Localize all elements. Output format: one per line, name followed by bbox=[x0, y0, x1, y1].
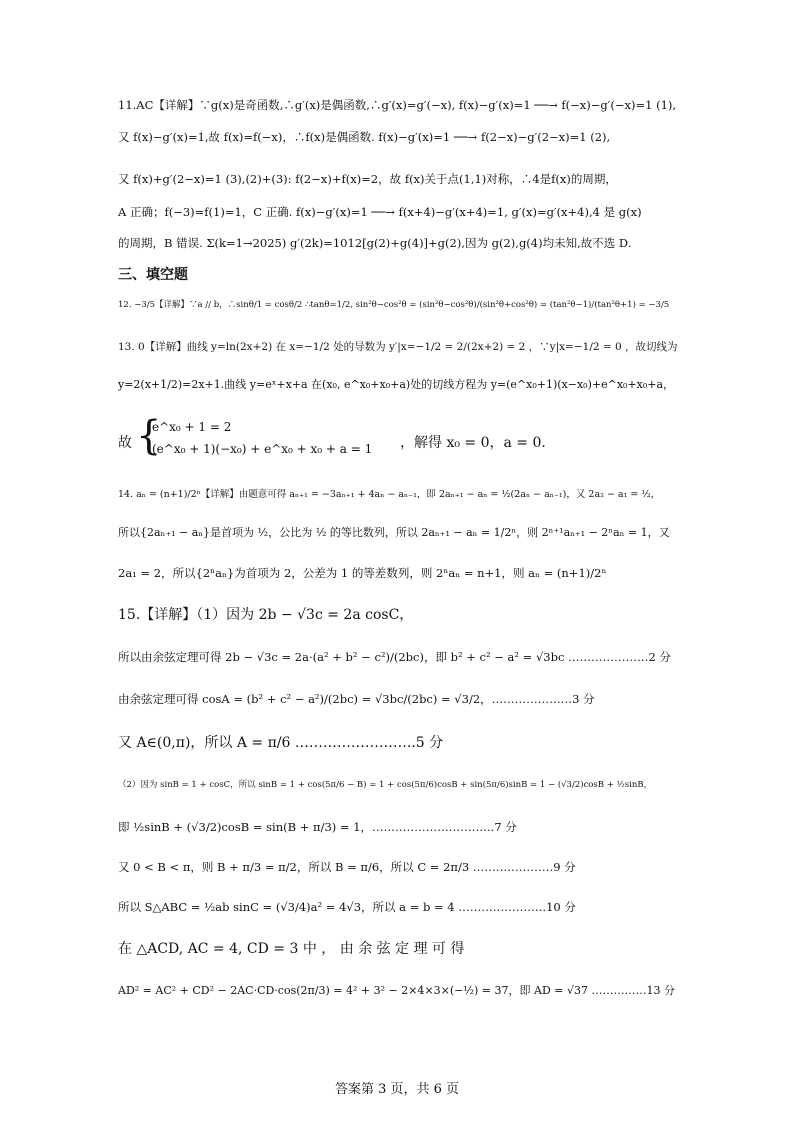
q13-system-label: 故 bbox=[118, 435, 132, 451]
q15-line-6: 即 ½sinB + (√3/2)cosB = sin(B + π/3) = 1，…………………………..7 分 bbox=[118, 820, 517, 834]
q11-line-4: A 正确；f(−3)=f(1)=1，C 正确. f(x)−g′(x)=1 ──→ f(x+4)−g′(x+4)=1, g′(x)=g′(x+4),4 是 g(x) bbox=[118, 205, 642, 219]
q14-line-3: 2a₁ = 2，所以{2ⁿaₙ}为首项为 2，公差为 1 的等差数列，则 2ⁿaₙ = n+1，则 aₙ = (n+1)/2ⁿ bbox=[118, 566, 607, 580]
page-footer: 答案第 3 页，共 6 页 bbox=[334, 1082, 460, 1097]
q13-line-2: y=2(x+1/2)=2x+1.曲线 y=eˣ+x+a 在(x₀, e^x₀+x₀+a)处的切线方程为 y=(e^x₀+1)(x−x₀)+e^x₀+x₀+a， bbox=[118, 378, 675, 391]
q15-line-1: 15.【详解】（1）因为 2b − √3c = 2a cosC， bbox=[118, 607, 414, 623]
q11-line-5: 的周期，B 错误. Σ(k=1→2025) g′(2k)=1012[g(2)+g(4)]+g(2),因为 g(2),g(4)均未知,故不选 D. bbox=[118, 236, 632, 250]
q14-line-2: 所以{2aₙ₊₁ − aₙ}是首项为 ½，公比为 ½ 的等比数列，所以 2aₙ₊₁ − aₙ = 1/2ⁿ，则 2ⁿ⁺¹aₙ₊₁ − 2ⁿaₙ = 1，又 bbox=[118, 526, 670, 539]
q13-system-eq1: e^x₀ + 1 = 2 bbox=[152, 420, 232, 434]
q15-line-2: 所以由余弦定理可得 2b − √3c = 2a·(a² + b² − c²)/(2bc)，即 b² + c² − a² = √3bc …………………2 分 bbox=[118, 650, 672, 664]
q15-line-7: 又 0 < B < π，则 B + π/3 = π/2，所以 B = π/6，所以 C = 2π/3 …………………9 分 bbox=[118, 860, 576, 874]
q15-line-8: 所以 S△ABC = ½ab sinC = (√3/4)a² = 4√3，所以 a = b = 4 …………………..10 分 bbox=[118, 900, 576, 914]
q14-line-1: 14. aₙ = (n+1)/2ⁿ【详解】由题意可得 aₙ₊₁ = −3aₙ₊₁ + 4aₙ − aₙ₋₁，即 2aₙ₊₁ − aₙ = ½(2aₙ − aₙ₋₁)，又 2a₂ − a₁ = ½， bbox=[118, 489, 661, 500]
q15-line-10: AD² = AC² + CD² − 2AC·CD·cos(2π/3) = 4² + 3² − 2×4×3×(−½) = 37，即 AD = √37 ……………13 分 bbox=[118, 984, 675, 997]
q15-line-3: 由余弦定理可得 cosA = (b² + c² − a²)/(2bc) = √3bc/(2bc) = √3/2，…………………3 分 bbox=[118, 692, 595, 706]
q11-line-3: 又 f(x)+g′(2−x)=1 (3),(2)+(3): f(2−x)+f(x)=2，故 f(x)关于点(1,1)对称，∴4是f(x)的周期， bbox=[118, 172, 617, 186]
q13-line-1: 13. 0【详解】曲线 y=ln(2x+2) 在 x=−1/2 处的导数为 y′|x=−1/2 = 2/(2x+2) = 2 ，∵y|x=−1/2 = 0 ，故切线为 bbox=[118, 341, 678, 353]
q13-equation-system bbox=[118, 413, 678, 462]
q12-answer: 12. −3/5【详解】∵a // b，∴sinθ/1 = cosθ/2 ∴tanθ=1/2, sin²θ−cos²θ = (sin²θ−cos²θ)/(sin²θ+cos²θ) = (tan²θ−1)/(tan²θ+1) = −3/5 bbox=[118, 300, 670, 310]
q15-line-4: 又 A∈(0,π)，所以 A = π/6 ……………………..5 分 bbox=[118, 735, 444, 751]
q11-line-2: 又 f(x)−g′(x)=1,故 f(x)=f(−x)，∴f(x)是偶函数. f(x)−g′(x)=1 ──→ f(2−x)−g′(2−x)=1 (2), bbox=[118, 130, 611, 144]
section-heading-fill-in: 三、填空题 bbox=[118, 267, 188, 283]
q13-system-result: ，解得 x₀ = 0，a = 0. bbox=[400, 435, 546, 451]
left-brace-icon: { bbox=[136, 413, 162, 459]
q13-system-eq2: (e^x₀ + 1)(−x₀) + e^x₀ + x₀ + a = 1 bbox=[152, 442, 373, 456]
q15-line-5: （2）因为 sinB = 1 + cosC，所以 sinB = 1 + cos(5π/6 − B) = 1 + cos(5π/6)cosB + sin(5π/6)sinB = 1 − (√3/2)cosB + ½sinB， bbox=[118, 780, 653, 790]
q11-line-1: 11.AC【详解】∵g(x)是奇函数,∴g′(x)是偶函数,∴g′(x)=g′(−x), f(x)−g′(x)=1 ──→ f(−x)−g′(−x)=1 (1), bbox=[118, 98, 677, 112]
q15-line-9: 在 △ACD, AC = 4, CD = 3 中 ， 由 余 弦 定 理 可 得 bbox=[118, 941, 465, 957]
